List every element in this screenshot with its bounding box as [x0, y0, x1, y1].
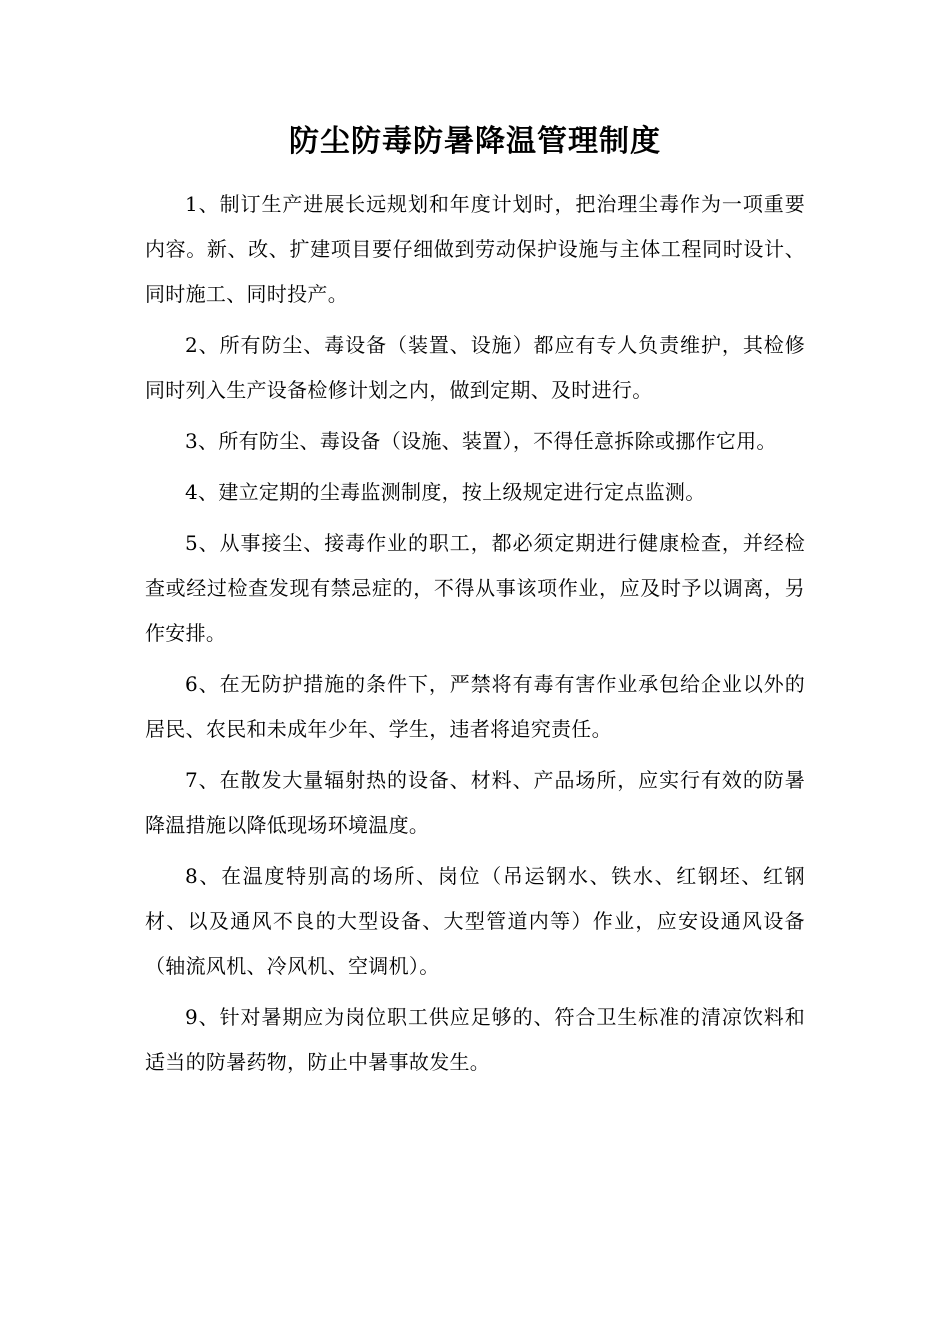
paragraph-3: 3、所有防尘、毒设备（设施、装置），不得任意拆除或挪作它用。	[185, 429, 777, 453]
paragraph-4: 4、建立定期的尘毒监测制度，按上级规定进行定点监测。	[185, 480, 706, 504]
paragraph-9: 9、针对暑期应为岗位职工供应足够的、符合卫生标准的清凉饮料和适当的防暑药物，防止中暑事故发生。	[145, 1005, 805, 1074]
paragraph-5: 5、从事接尘、接毒作业的职工，都必须定期进行健康检查，并经检查或经过检查发现有禁忌症的，不得从事该项作业，应及时予以调离，另作安排。	[145, 531, 805, 645]
paragraph-8: 8、在温度特别高的场所、岗位（吊运钢水、铁水、红钢坯、红钢材、以及通风不良的大型设备、大型管道内等）作业，应安设通风设备（轴流风机、冷风机、空调机）。	[145, 864, 805, 978]
paragraph-7: 7、在散发大量辐射热的设备、材料、产品场所，应实行有效的防暑降温措施以降低现场环境温度。	[145, 768, 805, 837]
document-body	[145, 182, 805, 1091]
paragraph-6: 6、在无防护措施的条件下，严禁将有毒有害作业承包给企业以外的居民、农民和未成年少年、学生，违者将追究责任。	[145, 672, 805, 741]
paragraph-2: 2、所有防尘、毒设备（装置、设施）都应有专人负责维护，其检修同时列入生产设备检修计划之内，做到定期、及时进行。	[145, 333, 805, 402]
paragraph-1: 1、制订生产进展长远规划和年度计划时，把治理尘毒作为一项重要内容。新、改、扩建项目要仔细做到劳动保护设施与主体工程同时设计、同时施工、同时投产。	[145, 192, 805, 306]
document-title: 防尘防毒防暑降温管理制度	[289, 124, 661, 159]
